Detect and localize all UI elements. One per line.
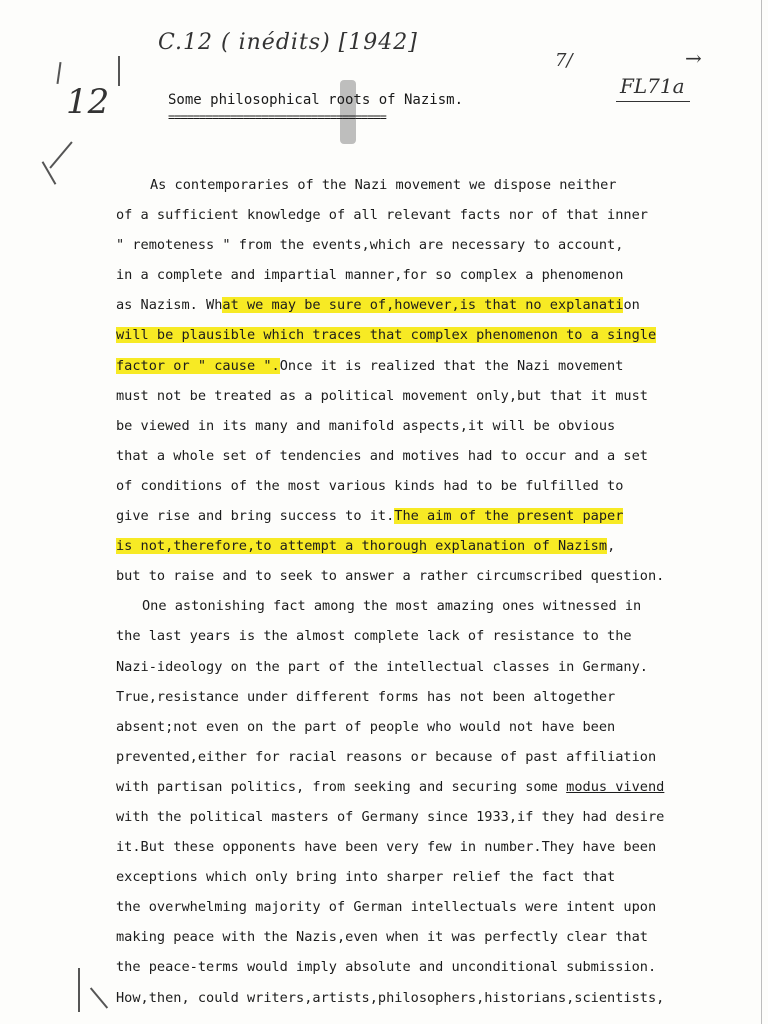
underlined-phrase: modus vivend xyxy=(566,778,665,795)
highlighted-passage: at we may be sure of,however,is that no explanati xyxy=(222,297,624,314)
text-line: absent;not even on the part of people who would not have been xyxy=(116,718,616,735)
margin-scribble xyxy=(78,968,80,1012)
text-line: as Nazism. What we may be sure of,however,is that no explanation xyxy=(116,297,640,314)
text-line: of a sufficient knowledge of all relevant facts nor of that inner xyxy=(116,207,648,224)
text-line: with partisan politics, from seeking and securing some modus vivend xyxy=(116,778,665,795)
document-title: Some philosophical roots of Nazism. xyxy=(168,92,464,108)
highlighted-passage: is not,therefore,to attempt a thorough explanation of Nazism xyxy=(116,538,608,555)
text-line: True,resistance under different forms has not been altogether xyxy=(116,688,616,705)
handwritten-reference: C.12 ( inédits) [1942] xyxy=(158,30,418,55)
text-line: the overwhelming majority of German intellectuals were intent upon xyxy=(116,899,657,916)
margin-scribble xyxy=(42,161,57,185)
title-double-rule: =================================== xyxy=(168,110,386,124)
arrow-icon: → xyxy=(685,46,702,70)
text-line: but to raise and to seek to answer a rather circumscribed question. xyxy=(116,568,665,585)
text-line: As contemporaries of the Nazi movement we dispose neither xyxy=(150,177,617,193)
text-line: One astonishing fact among the most amazing ones witnessed in xyxy=(142,598,642,615)
handwritten-margin-number: 12 xyxy=(66,82,110,122)
margin-scribble xyxy=(90,987,108,1008)
highlighted-passage: factor or " cause ". xyxy=(116,357,280,374)
text-line: " remoteness " from the events,which are necessary to account, xyxy=(116,237,624,254)
text-line: it.But these opponents have been very few in number.They have been xyxy=(116,839,657,856)
text-line: Nazi-ideology on the part of the intellectual classes in Germany. xyxy=(116,658,648,675)
text-line: must not be treated as a political movement only,but that it must xyxy=(116,387,648,404)
text-line: factor or " cause ".Once it is realized that the Nazi movement xyxy=(116,357,624,374)
highlighted-passage: will be plausible which traces that complex phenomenon to a single xyxy=(116,327,657,344)
text-line: How,then, could writers,artists,philosophers,historians,scientists, xyxy=(116,989,665,1006)
text-line: the last years is the almost complete lack of resistance to the xyxy=(116,628,632,645)
text-line: be viewed in its many and manifold aspects,it will be obvious xyxy=(116,417,616,434)
text-line: give rise and bring success to it.The aim of the present paper xyxy=(116,508,624,525)
text-line: the peace-terms would imply absolute and unconditional submission. xyxy=(116,959,657,976)
catalog-code-underline xyxy=(616,101,690,102)
handwritten-top-mark: 7/ xyxy=(555,50,573,71)
text-line: that a whole set of tendencies and motives had to occur and a set xyxy=(116,447,648,464)
text-line: with the political masters of Germany since 1933,if they had desire xyxy=(116,808,665,825)
document-body xyxy=(116,170,736,1013)
text-line: exceptions which only bring into sharper relief the fact that xyxy=(116,869,616,886)
page-edge xyxy=(761,0,762,1024)
text-line: in a complete and impartial manner,for so complex a phenomenon xyxy=(116,267,624,284)
margin-scribble xyxy=(118,56,120,86)
margin-scribble xyxy=(49,141,72,168)
highlighted-passage: The aim of the present paper xyxy=(394,508,624,525)
text-line: making peace with the Nazis,even when it was perfectly clear that xyxy=(116,929,648,946)
text-line: of conditions of the most various kinds had to be fulfilled to xyxy=(116,477,624,494)
text-line xyxy=(116,320,736,350)
text-line: prevented,either for racial reasons or because of past affiliation xyxy=(116,748,657,765)
text-line: is not,therefore,to attempt a thorough explanation of Nazism, xyxy=(116,538,616,555)
margin-scribble xyxy=(56,62,61,84)
handwritten-catalog-code: FL71a xyxy=(620,74,685,98)
